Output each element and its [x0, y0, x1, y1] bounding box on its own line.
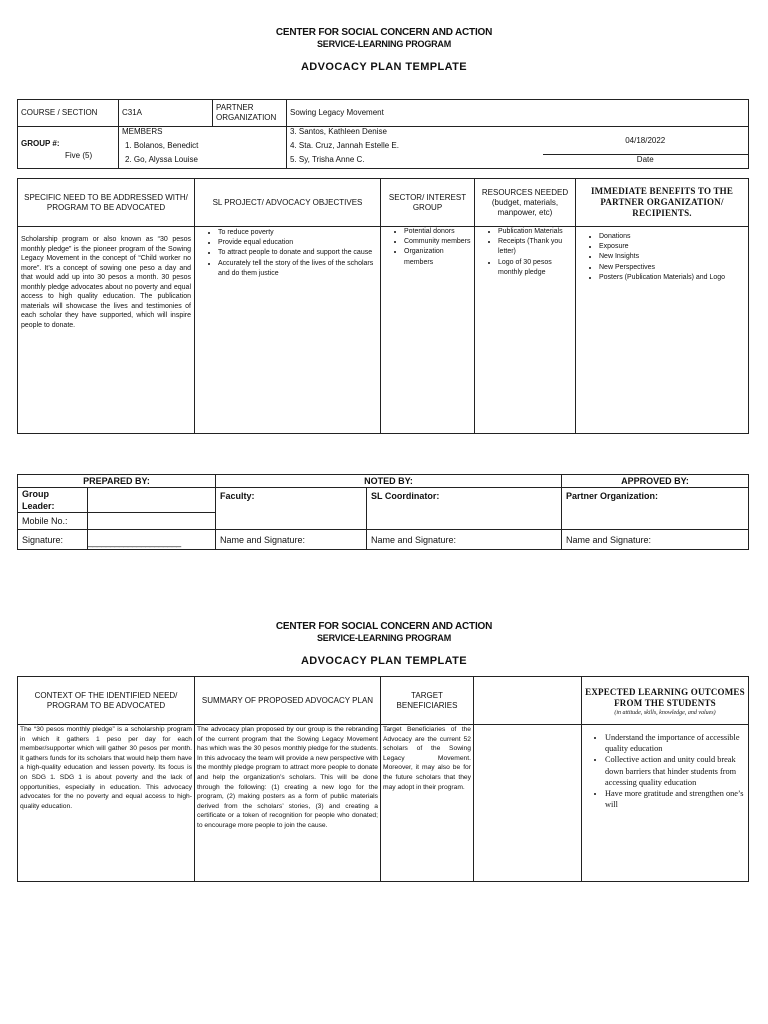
resource-item: • Publication Materials: [498, 227, 572, 237]
advocacy-plan-table: [17, 178, 749, 434]
context-text: The “30 pesos monthly pledge” is a scholarship program in which it gathers 1 peso per day for each member/supporter which will gather 30 pesos per month. It gathers funds for its scholars that would help them have a high-quality education and lessen poverty. Its focus is on SDG 1. SDG 1 is about poverty and the lack of opportunities, especially in education. This advocacy advocates for the no poverty and equal access to high-quality education.: [18, 725, 195, 882]
sector-item: • Community members: [404, 237, 471, 247]
beneficiaries-header: TARGET BENEFICIARIES: [381, 677, 474, 725]
signature-label: Signature:: [18, 530, 88, 550]
sector-item: • Potential donors: [404, 227, 471, 237]
partner-org-label: Partner Organization:: [562, 488, 749, 530]
group-label: GROUP #:: [21, 139, 60, 148]
outcomes-header-cell: [582, 677, 749, 725]
course-value: C31A: [119, 100, 213, 127]
partner-name-signature: Name and Signature:: [562, 530, 749, 550]
prepared-by-header: PREPARED BY:: [18, 475, 216, 488]
objective-item: • Provide equal education: [218, 238, 377, 248]
noted-by-header: NOTED BY:: [216, 475, 562, 488]
empty-body-cell: [474, 725, 582, 882]
member-4: 4. Sta. Cruz, Jannah Estelle E.: [287, 141, 543, 155]
member-2: 2. Go, Alyssa Louise: [119, 155, 287, 169]
need-header: SPECIFIC NEED TO BE ADDRESSED WITH/ PROGRAM TO BE ADVOCATED: [18, 179, 195, 227]
group-cell: [18, 127, 119, 169]
outcome-item: • Understand the importance of accessible quality education: [605, 732, 745, 754]
summary-text: The advocacy plan proposed by our group is the rebranding of the current program that the Sowing Legacy Movement has which was the 30 pesos monthly pledge for the students. In this advocacy the team will provide a new perspective with the monthly pledge program to attract more people to donate and help the organization’s scholars. This will be done through the following: (1) creating a new logo for the program, (2) making posters as a form of public materials derived from the scholars’ stories, (3) and creating a certificate or a token of recognition for people who donated; to encourage more people to join the cause.: [195, 725, 381, 882]
template-title: ADVOCACY PLAN TEMPLATE: [300, 61, 468, 73]
coordinator-name-signature: Name and Signature:: [367, 530, 562, 550]
benefits-header: IMMEDIATE BENEFITS TO THE PARTNER ORGANIZATION/ RECIPIENTS.: [576, 179, 749, 227]
mobile-label: Mobile No.:: [18, 513, 88, 530]
member-1: 1. Bolanos, Benedict: [119, 141, 287, 155]
sector-item: • Organization members: [404, 247, 471, 267]
group-leader-label: Group Leader:: [18, 488, 88, 513]
need-text: Scholarship program or also known as “30 pesos monthly pledge” is the pioneer program of the Sowing Legacy Movement in the concept of “Child worker no more”. It’s a concept of sowing one peso a day and that would add up into 30 pesos a month. 30 pesos monthly pledge advocates about no poverty and equal access to high quality education. The publication materials will showcase the lives and testimonies of each scholar they have supported, which will inspire people to donate.: [18, 227, 195, 434]
objective-item: • To reduce poverty: [218, 228, 377, 238]
context-header: CONTEXT OF THE IDENTIFIED NEED/ PROGRAM TO BE ADVOCATED: [18, 677, 195, 725]
resource-item: • Logo of 30 pesos monthly pledge: [498, 258, 572, 278]
member-5: 5. Sy, Trisha Anne C.: [287, 155, 543, 169]
program-title-2: SERVICE-LEARNING PROGRAM: [316, 633, 452, 643]
page-header-2: [0, 621, 768, 667]
date-label: Date: [543, 155, 749, 169]
resources-cell: [475, 227, 576, 434]
outcomes-note: (in attitude, skills, knowledge, and values): [614, 709, 716, 716]
template-title-2: ADVOCACY PLAN TEMPLATE: [300, 655, 468, 667]
members-label: MEMBERS: [119, 127, 287, 141]
benefit-item: • New Perspectives: [599, 263, 745, 273]
center-title-2: CENTER FOR SOCIAL CONCERN AND ACTION: [275, 621, 493, 632]
mobile-field[interactable]: [88, 513, 216, 530]
group-leader-field[interactable]: [88, 488, 216, 513]
objective-item: • Accurately tell the story of the lives of the scholars and do them justice: [218, 259, 377, 279]
benefit-item: • Donations: [599, 232, 745, 242]
program-title: SERVICE-LEARNING PROGRAM: [316, 39, 452, 49]
benefits-cell: [576, 227, 749, 434]
partner-value: Sowing Legacy Movement: [287, 100, 749, 127]
faculty-name-signature: Name and Signature:: [216, 530, 367, 550]
empty-header-cell: [474, 677, 582, 725]
signature-line[interactable]: _____________________: [88, 530, 216, 550]
summary-header: SUMMARY OF PROPOSED ADVOCACY PLAN: [195, 677, 381, 725]
date-value: 04/18/2022: [543, 127, 749, 155]
objective-item: • To attract people to donate and support the cause: [218, 248, 377, 258]
benefit-item: • Posters (Publication Materials) and Logo: [599, 273, 745, 283]
objectives-header: SL PROJECT/ ADVOCACY OBJECTIVES: [195, 179, 381, 227]
outcomes-header: EXPECTED LEARNING OUTCOMES FROM THE STUDENTS: [585, 686, 745, 708]
course-info-table: [17, 99, 749, 169]
group-value: Five (5): [65, 151, 93, 160]
outcome-item: • Have more gratitude and strengthen one’s will: [605, 788, 745, 810]
benefit-item: • New Insights: [599, 252, 745, 262]
resource-item: • Receipts (Thank you letter): [498, 237, 572, 257]
center-title: CENTER FOR SOCIAL CONCERN AND ACTION: [275, 27, 493, 38]
partner-label: PARTNER ORGANIZATION: [213, 100, 287, 127]
sector-header: SECTOR/ INTEREST GROUP: [381, 179, 475, 227]
approved-by-header: APPROVED BY:: [562, 475, 749, 488]
beneficiaries-text: Target Beneficiaries of the Advocacy are the current 52 scholars of the Sowing Legacy Movement. Moreover, it may also be for the future scholars that they may adopt in their program.: [381, 725, 474, 882]
outcome-item: • Collective action and unity could break down barriers that hinder students from accessing quality education: [605, 754, 745, 788]
member-3: 3. Santos, Kathleen Denise: [287, 127, 543, 141]
sl-coordinator-label: SL Coordinator:: [367, 488, 562, 530]
benefit-item: • Exposure: [599, 242, 745, 252]
outcomes-cell: [582, 725, 749, 882]
objectives-cell: [195, 227, 381, 434]
page-header-1: [0, 27, 768, 73]
advocacy-plan-table-2: [17, 676, 749, 882]
signoff-table: [17, 474, 749, 550]
sector-cell: [381, 227, 475, 434]
faculty-label: Faculty:: [216, 488, 367, 530]
course-label: COURSE / SECTION: [18, 100, 119, 127]
resources-header: RESOURCES NEEDED (budget, materials, manpower, etc): [475, 179, 576, 227]
